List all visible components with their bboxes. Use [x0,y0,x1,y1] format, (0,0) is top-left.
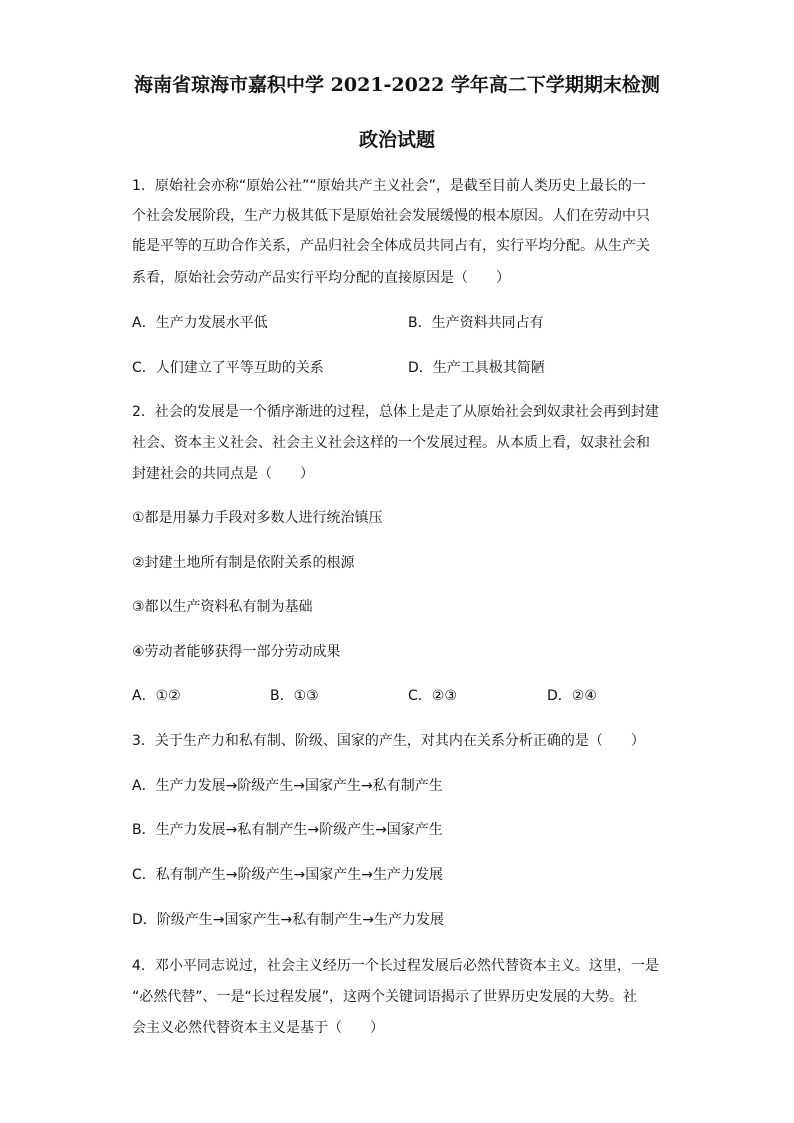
q2-stem-line-3: 封建社会的共同点是（ ） [132,466,314,482]
q2-option-b: B．①③ [270,688,319,704]
q2-statement-3: ③都以生产资料私有制为基础 [132,599,313,615]
q3-option-b: B．生产力发展→私有制产生→阶级产生→国家产生 [132,822,443,838]
q2-statement-2: ②封建土地所有制是依附关系的根源 [132,555,355,571]
q2-statement-4: ④劳动者能够获得一部分劳动成果 [132,644,341,660]
q3-option-c: C．私有制产生→阶级产生→国家产生→生产力发展 [132,867,443,883]
q2-statement-1: ①都是用暴力手段对多数人进行统治镇压 [132,510,383,526]
q2-stem-line-1: 2．社会的发展是一个循序渐进的过程，总体上是走了从原始社会到奴隶社会再到封建 [132,404,659,420]
q3-stem: 3．关于生产力和私有制、阶级、国家的产生，对其内在关系分析正确的是（ ） [132,733,645,749]
q1-stem-line-2: 个社会发展阶段，生产力极其低下是原始社会发展缓慢的根本原因。人们在劳动中只 [132,208,650,224]
q1-stem-line-3: 能是平等的互助合作关系，产品归社会全体成员共同占有，实行平均分配。从生产关 [132,238,650,254]
q3-option-a: A．生产力发展→阶级产生→国家产生→私有制产生 [132,778,443,794]
q1-stem-line-4: 系看，原始社会劳动产品实行平均分配的直接原因是（ ） [132,270,510,286]
q2-option-a: A．①② [132,688,181,704]
q1-option-d: D．生产工具极其简陋 [408,360,545,376]
q1-option-a: A．生产力发展水平低 [132,315,268,331]
q3-option-d: D．阶级产生→国家产生→私有制产生→生产力发展 [132,912,444,928]
q4-stem-line-3: 会主义必然代替资本主义是基于（ ） [132,1020,384,1036]
exam-title: 海南省琼海市嘉积中学 2021-2022 学年高二下学期期末检测 [134,74,660,96]
q2-option-c: C．②③ [408,688,457,704]
q1-stem-line-1: 1．原始社会亦称“原始公社”“原始共产主义社会”，是截至目前人类历史上最长的一 [132,178,646,194]
q4-stem-line-2: “必然代替”、一是“长过程发展”，这两个关键词语揭示了世界历史发展的大势。社 [132,989,638,1005]
q2-stem-line-2: 社会、资本主义社会、社会主义社会这样的一个发展过程。从本质上看，奴隶社会和 [132,435,650,451]
q1-option-b: B．生产资料共同占有 [408,315,544,331]
q4-stem-line-1: 4．邓小平同志说过，社会主义经历一个长过程发展后必然代替资本主义。这里，一是 [132,958,659,974]
exam-subtitle: 政治试题 [358,129,435,151]
q2-option-d: D．②④ [547,688,597,704]
q1-option-c: C．人们建立了平等互助的关系 [132,360,324,376]
